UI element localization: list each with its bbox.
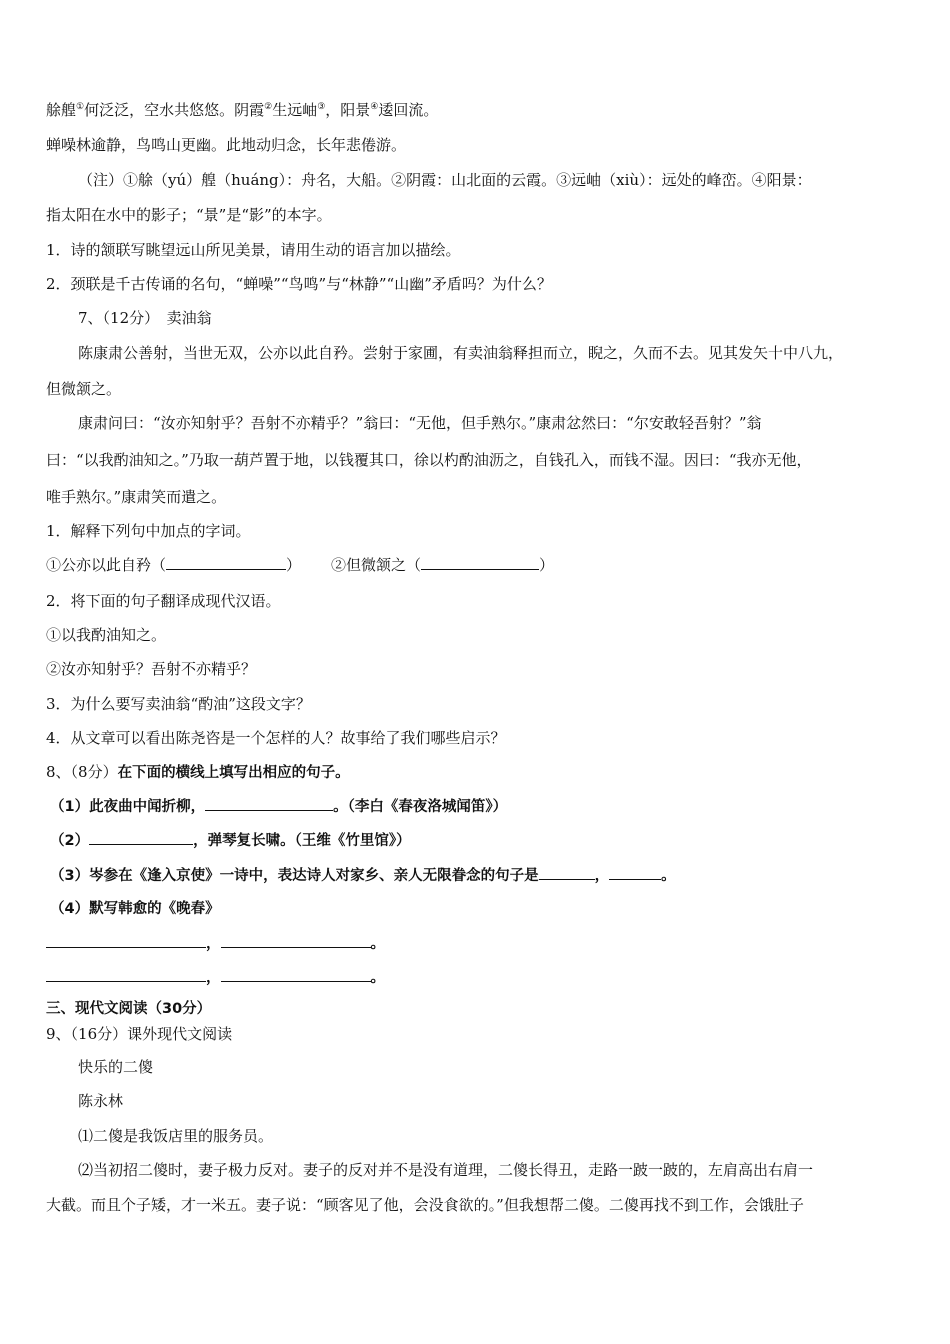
footnote-mark: ① xyxy=(76,102,85,112)
answer-blank[interactable] xyxy=(46,967,206,982)
footnote-mark: ④ xyxy=(370,102,379,112)
question-7-2: 2．将下面的句子翻译成现代汉语。 xyxy=(46,592,281,610)
question-7-2b: ②汝亦知射乎？吾射不亦精乎？ xyxy=(46,660,257,678)
article-author: 陈永林 xyxy=(78,1092,124,1110)
passage-paragraph-2a: 康肃问曰：“汝亦知射乎？吾射不亦精乎？”翁曰：“无他，但手熟尔。”康肃忿然曰：“尔安敢轻吾射？”翁 xyxy=(78,414,762,432)
item-text: ，弹琴复长啸。（王维《竹里馆》） xyxy=(193,833,411,849)
footnote-mark: ② xyxy=(264,102,273,112)
item-text: （1）此夜曲中闻折柳， xyxy=(50,799,206,815)
poem-text: 何泛泛，空水共悠悠。阴霞 xyxy=(84,101,265,119)
question-9-header: 9、（16分）课外现代文阅读 xyxy=(46,1025,233,1043)
poem-text: 艅艎 xyxy=(46,101,77,119)
punctuation: 。 xyxy=(370,970,385,986)
item-text: ①公亦以此自矜（ xyxy=(46,556,167,574)
header-instruction: 在下面的横线上填写出相应的句子。 xyxy=(117,765,350,781)
question-7-1-items xyxy=(46,555,914,575)
section-3-header: 三、现代文阅读（30分） xyxy=(46,1001,212,1017)
passage-paragraph-1b: 但微颔之。 xyxy=(46,380,122,398)
answer-blank[interactable] xyxy=(221,933,371,948)
answer-blank[interactable] xyxy=(539,865,595,880)
poem-question-1: 1．诗的颔联写眺望远山所见美景，请用生动的语言加以描绘。 xyxy=(46,241,461,259)
fill-item-2 xyxy=(50,830,914,851)
item-text: （3）岑参在《逢入京使》一诗中，表达诗人对家乡、亲人无限眷念的句子是 xyxy=(50,868,539,884)
question-7-1: 1．解释下列句中加点的字词。 xyxy=(46,522,251,540)
fill-item-4-line-1 xyxy=(46,933,914,954)
poem-text: 逶回流。 xyxy=(378,101,439,119)
answer-blank[interactable] xyxy=(46,933,206,948)
item-text: 。（李白《春夜洛城闻笛》） xyxy=(333,799,508,815)
note-text: （注）①艅（yú）艎（huáng）：舟名，大船。②阴霞：山北面的云霞。③远岫（xiù）：远处的峰峦。④阳景： xyxy=(78,171,812,189)
question-7-2a: ①以我酌油知之。 xyxy=(46,626,167,644)
question-7-3: 3．为什么要写卖油翁“酌油”这段文字？ xyxy=(46,695,311,713)
section-8-header xyxy=(46,762,914,783)
article-paragraph-1: ⑴二傻是我饭店里的服务员。 xyxy=(78,1127,274,1145)
fill-item-4-line-2 xyxy=(46,967,914,988)
poem-text: 生远岫 xyxy=(272,101,318,119)
fill-item-1 xyxy=(50,796,914,817)
punctuation: ， xyxy=(206,936,221,952)
item-text: ） xyxy=(286,556,302,574)
poem-line-1 xyxy=(46,100,914,120)
item-text: ， xyxy=(594,868,610,884)
article-paragraph-2a: ⑵当初招二傻时，妻子极力反对。妻子的反对并不是没有道理，二傻长得丑，走路一跛一跛的，左肩高出右肩一 xyxy=(78,1161,814,1179)
header-text: 8、（8分） xyxy=(46,763,118,781)
item-text: ②但微颔之（ xyxy=(331,556,422,574)
article-paragraph-2b: 大截。而且个子矮，才一米五。妻子说：“顾客见了他，会没食欲的。”但我想帮二傻。二傻再找不到工作，会饿肚子 xyxy=(46,1196,804,1214)
poem-note-1 xyxy=(78,170,914,190)
item-text: ） xyxy=(539,556,555,574)
fill-item-4: （4）默写韩愈的《晚春》 xyxy=(50,901,220,917)
punctuation: 。 xyxy=(370,936,385,952)
poem-line-2: 蝉噪林逾静，鸟鸣山更幽。此地动归念，长年悲倦游。 xyxy=(46,136,407,154)
fill-item-3 xyxy=(50,865,914,886)
poem-question-2: 2．颈联是千古传诵的名句，“蝉噪”“鸟鸣”与“林静”“山幽”矛盾吗？为什么？ xyxy=(46,275,552,293)
passage-paragraph-2b: 曰：“以我酌油知之。”乃取一葫芦置于地，以钱覆其口，徐以杓酌油沥之，自钱孔入，而钱不湿。因曰：“我亦无他， xyxy=(46,451,812,469)
answer-blank[interactable] xyxy=(166,555,286,570)
answer-blank[interactable] xyxy=(421,555,539,570)
answer-blank[interactable] xyxy=(609,865,661,880)
answer-blank[interactable] xyxy=(89,830,193,845)
item-text: 。 xyxy=(661,868,676,884)
footnote-mark: ③ xyxy=(317,102,326,112)
article-title: 快乐的二傻 xyxy=(78,1058,154,1076)
answer-blank[interactable] xyxy=(205,796,333,811)
answer-blank[interactable] xyxy=(221,967,371,982)
punctuation: ， xyxy=(206,970,221,986)
section-7-header: 7、（12分） 卖油翁 xyxy=(78,309,212,327)
passage-paragraph-1a: 陈康肃公善射，当世无双，公亦以此自矜。尝射于家圃，有卖油翁释担而立，睨之，久而不去。见其发矢十中八九， xyxy=(78,344,844,362)
passage-paragraph-2c: 唯手熟尔。”康肃笑而遣之。 xyxy=(46,488,227,506)
poem-text: ，阳景 xyxy=(325,101,371,119)
question-7-4: 4．从文章可以看出陈尧咨是一个怎样的人？故事给了我们哪些启示？ xyxy=(46,729,506,747)
item-text: （2） xyxy=(50,833,90,849)
poem-note-2: 指太阳在水中的影子；“景”是“影”的本字。 xyxy=(46,206,332,224)
